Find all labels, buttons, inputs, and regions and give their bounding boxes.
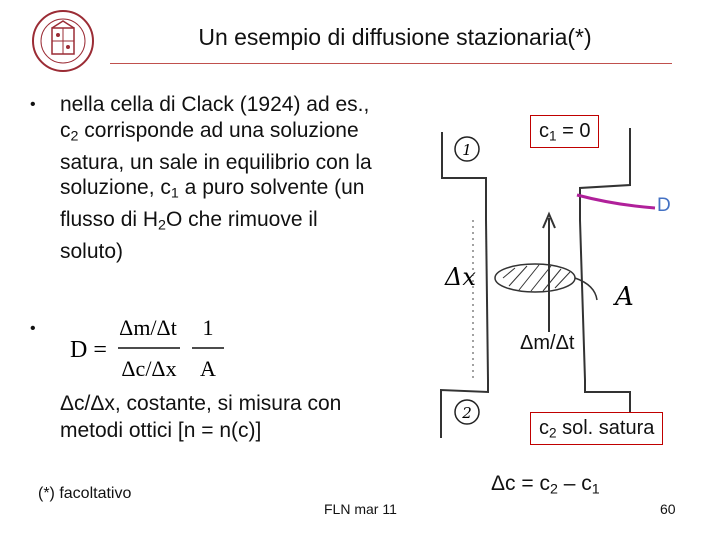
diffusion-coefficient-label: D — [657, 195, 671, 216]
eq-lhs: D = — [70, 337, 107, 363]
page-number: 60 — [660, 501, 676, 517]
footnote: (*) facoltativo — [38, 485, 132, 502]
bullet-dot: • — [30, 96, 36, 113]
clack-cell-diagram — [425, 110, 715, 510]
measurement-note: Δc/Δx, costante, si misura con metodi ottici [n = n(c)] — [60, 392, 342, 442]
concentration-difference: $\Delta c = c_2 - c_1$ — [491, 472, 600, 498]
area-cross-section — [495, 264, 575, 292]
title-underline — [110, 63, 672, 64]
c2-label-box: $c_2$ sol. satura — [530, 412, 663, 445]
bullet-clack-cell: nella cella di Clack (1924) ad es., $c_2$ corrisponde ad una soluzione satura, un sale in equilibrio con la soluzione, $c_1$ a puro solvente (un flusso di $H_2O$ che rimuove il soluto) — [60, 93, 372, 264]
slide-title: Un esempio di diffusione stazionaria(*) — [198, 24, 592, 50]
c1-label-box: $c_1 = 0$ — [530, 115, 599, 148]
chamber-2-label: 2 — [462, 404, 472, 422]
bullet-dot: • — [30, 320, 36, 337]
eq-denominator-gradient: Δc/Δx — [121, 356, 177, 381]
chamber-1-label: 1 — [462, 141, 472, 159]
diffusion-pointer-line — [577, 195, 655, 208]
tube-wall-right — [580, 220, 585, 380]
tube-wall-left — [486, 220, 488, 380]
eq-numerator-mass-rate: Δm/Δt — [119, 315, 177, 340]
area-handwritten: A — [615, 282, 634, 312]
diffusion-equation — [70, 312, 270, 384]
eq-denominator-area: A — [200, 356, 216, 381]
university-seal-logo — [22, 8, 104, 74]
footer-course: FLN mar 11 — [324, 501, 397, 517]
mass-flux-label: Δm/Δt — [520, 332, 575, 354]
eq-numerator-one: 1 — [202, 315, 214, 340]
delta-x-handwritten: Δx — [445, 263, 476, 291]
